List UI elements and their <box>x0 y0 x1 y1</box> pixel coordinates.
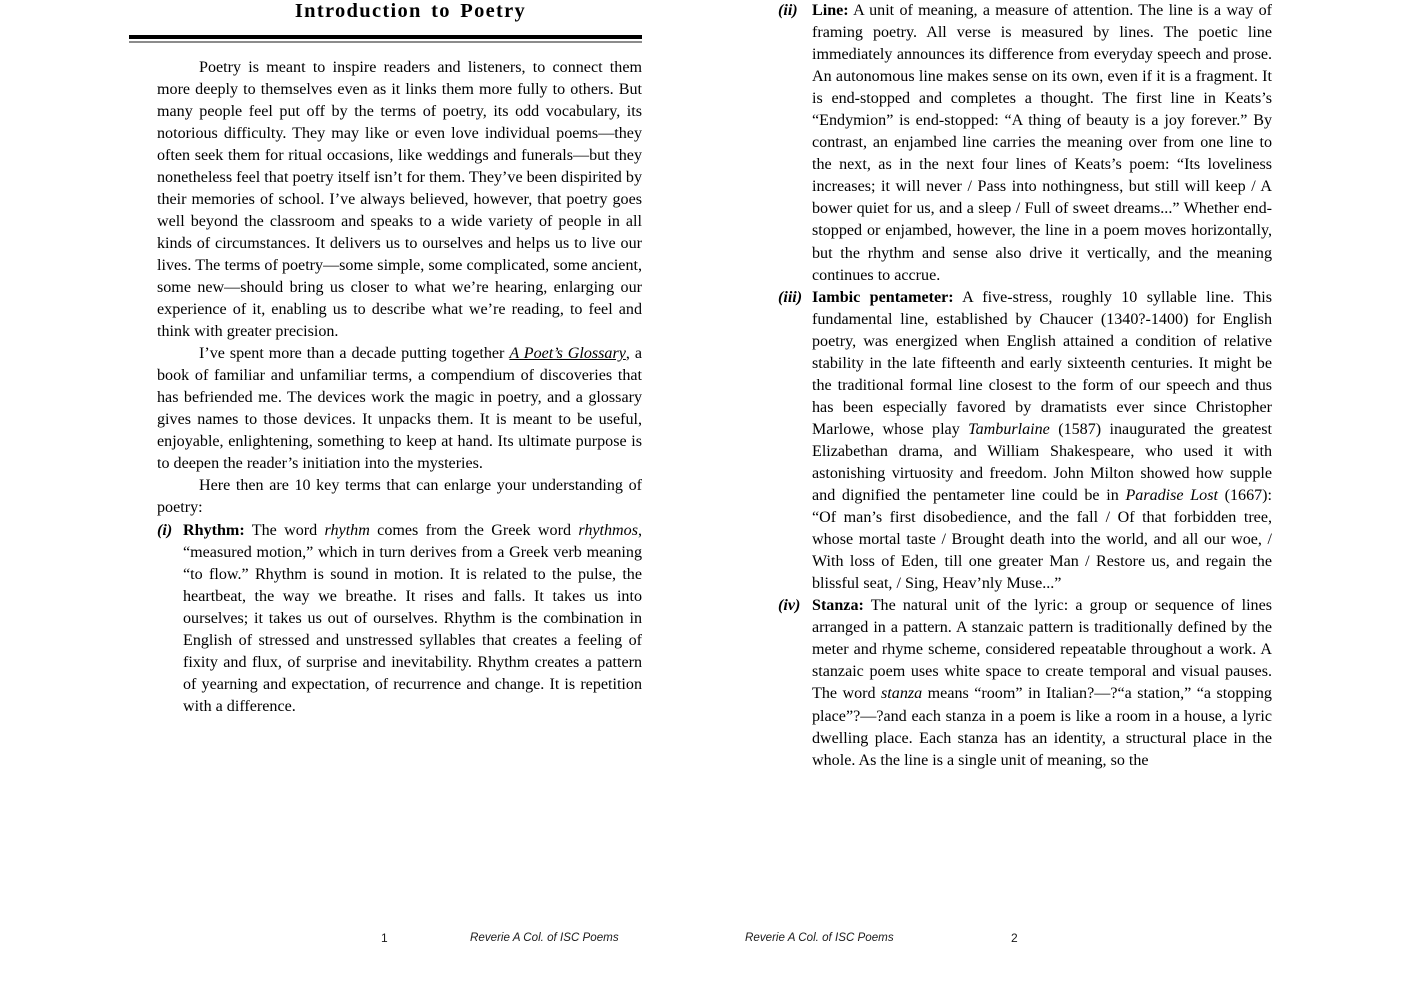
term-rhythm-body-3: , “measured motion,” which in turn derives from a Greek verb meaning “to flow.” Rhythm is sound in motion. It is related to the pulse, the heartbeat, the way we breathe. It rises and falls. It takes us into ourselves; it takes us out of ourselves. Rhythm is the combination in English of stressed and unstressed syllables that creates a feeling of fixity and flux, of surprise and inevitability. Rhythm creates a pattern of yearning and expectation, of recurrence and change. It is repetition with a difference. <box>183 521 642 715</box>
term-item-line <box>778 0 1272 287</box>
term-stanza-body-1: The natural unit of the lyric: a group or sequence of lines arranged in a pattern. A stanzaic pattern is traditionally defined by the meter and rhyme scheme, considered repeatable throughout a work. A stanzaic poem uses white space to create temporal and visual pauses. The word <box>812 597 1272 703</box>
term-rhythm-body-1: The word <box>244 521 325 539</box>
page-left-content <box>157 0 642 718</box>
paragraph-glossary-lead: I’ve spent more than a decade putting together <box>199 345 510 363</box>
paragraph-key-terms-lead-in: Here then are 10 key terms that can enlarge your understanding of poetry: <box>157 477 642 517</box>
page-left <box>0 0 701 992</box>
footer-left-page <box>0 931 701 951</box>
running-title-right: Reverie A Col. of ISC Poems <box>745 931 894 944</box>
paragraph-intro: Poetry is meant to inspire readers and listeners, to connect them more deeply to themselves even as it links them more fully to others. But many people feel put off by the terms of poetry, its odd vocabulary, its notorious difficulty. They may like or even love individual poems—they often seek them for ritual occasions, like weddings and funerals—but they nonetheless feel that poetry itself isn’t for them. They’ve been dispirited by their memories of school. I’ve always believed, however, that poetry goes well beyond the classroom and speaks to a wide variety of people in all kinds of circumstances. It delivers us to ourselves and helps us to live our lives. The terms of poetry—some simple, some complicated, some ancient, some new—should bring us closer to what we’re hearing, enlarging our experience of it, enabling us to describe what we’re reading, to feel and think with greater precision. <box>157 58 642 341</box>
term-line-body: A unit of meaning, a measure of attention. The line is a way of framing poetry. All verse is measured by lines. The poetic line immediately announces its difference from everyday speech and prose. An autonomous line makes sense on its own, even if it is a fragment. It is end-stopped and completes a thought. The first line in Keats’s “Endymion” is end-stopped: “A thing of beauty is a joy forever.” By contrast, an enjambed line carries the meaning over from one line to the next, as in the next four lines of Keats’s poem: “Its loveliness increases; it will never / Pass into nothingness, but still will keep / A bower quiet for us, and a sleep / Full of sweet dreams...” Whether end-stopped or enjambed, however, the line in a poem moves horizontally, but the rhythm and sense also drive it vertically, and the meaning continues to accrue. <box>812 2 1272 284</box>
term-name-iambic-pentameter: Iambic pentameter: <box>812 288 954 306</box>
term-marker-iii: (iii) <box>778 288 803 306</box>
footer-right-page <box>701 931 1402 951</box>
paragraph-glossary-rest: , a book of familiar and unfamiliar terms, a compendium of discoveries that has befriended me. The devices work the magic in poetry, and a glossary gives names to those devices. It unpacks them. It is meant to be useful, enjoyable, enlightening, something to keep at hand. Its ultimate purpose is to deepen the reader’s initiation into the mysteries. <box>157 345 642 473</box>
term-stanza-italic-stanza: stanza <box>881 685 923 703</box>
term-marker-i: (i) <box>157 521 173 539</box>
term-marker-ii: (ii) <box>778 2 798 19</box>
term-item-stanza <box>778 595 1272 771</box>
term-iambic-italic-paradise-lost: Paradise Lost <box>1125 487 1218 505</box>
term-name-line: Line: <box>812 2 849 19</box>
title-divider-rule <box>129 35 642 43</box>
page-title: Introduction to Poetry <box>294 0 527 22</box>
page-number-left: 1 <box>381 931 388 945</box>
paragraph-glossary <box>157 343 642 475</box>
term-iambic-body-3: (1667): “Of man’s first disobedience, and the fall / Of that forbidden tree, whose mortal taste / Brought death into the world, and all our woe, / With loss of Eden, till one greater Man / Restore us, and regain the blissful seat, / Sing, Heav’nly Muse...” <box>812 487 1272 593</box>
term-stanza-body-2: means “room” in Italian?—?“a station,” “a stopping place”?—?and each stanza in a poem is like a room in a house, a lyric dwelling place. Each stanza has an identity, a structural place in the whole. As the line is a single unit of meaning, so the <box>812 685 1272 769</box>
term-rhythm-italic-rhythmos: rhythmos <box>578 521 638 539</box>
term-marker-iv: (iv) <box>778 597 801 615</box>
term-iambic-body-2: (1587) inaugurated the greatest Elizabethan drama, and William Shakespeare, who used it with astonishing virtuosity and freedom. John Milton showed how supple and dignified the pentameter line could be in <box>812 420 1272 505</box>
term-rhythm-italic-rhythm: rhythm <box>324 521 370 539</box>
page-number-right: 2 <box>1011 931 1018 945</box>
term-rhythm-body-2: comes from the Greek word <box>369 521 579 539</box>
term-item-iambic-pentameter <box>778 287 1272 596</box>
term-item-rhythm <box>157 520 642 718</box>
book-title-a-poets-glossary: A Poet’s Glossary <box>509 345 626 363</box>
term-name-stanza: Stanza: <box>812 597 864 615</box>
page-right-content <box>778 0 1272 772</box>
term-iambic-italic-tamburlaine: Tamburlaine <box>968 420 1050 438</box>
running-title-left: Reverie A Col. of ISC Poems <box>470 931 619 944</box>
term-iambic-body-1: A five-stress, roughly 10 syllable line. This fundamental line, established by Chaucer (1340?-1400) for English poetry, was energized when English attained a condition of relative stability in the late fifteenth and early sixteenth centuries. It might be the traditional formal line closest to the form of our speech and thus has been especially favored by dramatists ever since Christopher Marlowe, whose play <box>812 288 1273 438</box>
divider-thin-line <box>129 41 642 43</box>
term-name-rhythm: Rhythm: <box>183 521 245 539</box>
page-right <box>701 0 1402 992</box>
